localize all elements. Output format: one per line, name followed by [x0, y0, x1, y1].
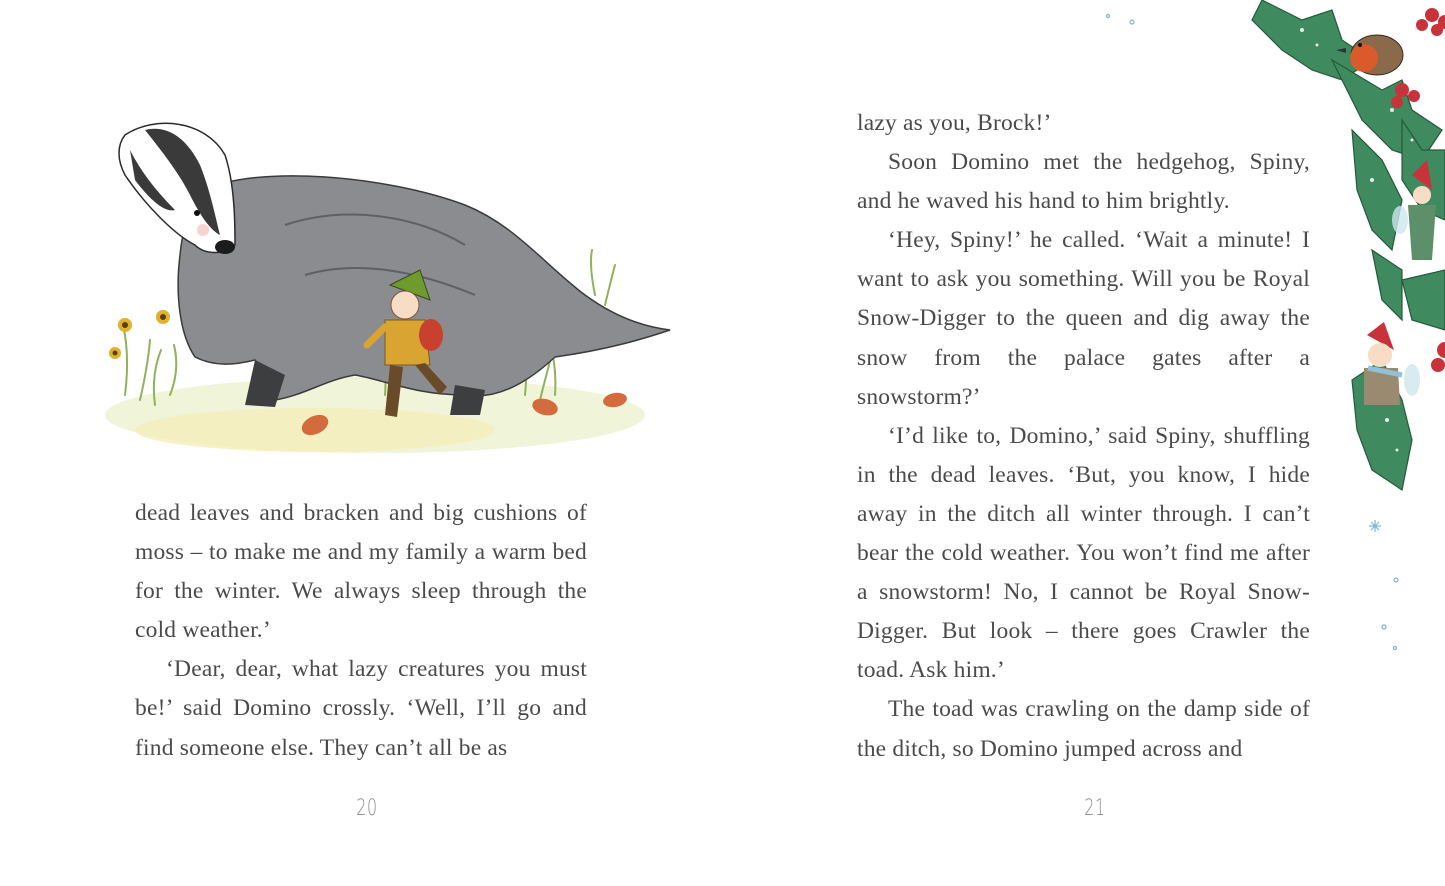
paragraph: ‘Dear, dear, what lazy creatures you must be!’ said Domino crossly. ‘Well, I’ll go and find someone else. They can’t all be as [135, 656, 587, 761]
page-number: 21 [1084, 796, 1106, 821]
paragraph: lazy as you, Brock!’ [857, 110, 1052, 136]
elf-green-coat [1392, 160, 1436, 260]
elf-blue-scarf [1364, 322, 1420, 405]
paragraph: dead leaves and bracken and big cushions of moss – to make me and my family a warm bed for the winter. We always sleep through the cold weather.’ [135, 500, 587, 644]
badger-and-elf-illustration [85, 95, 685, 465]
paragraph: Soon Domino met the hedgehog, Spiny, and he waved his hand to him brightly. [857, 149, 1310, 215]
paragraph: ‘I’d like to, Domino,’ said Spiny, shuffling in the dead leaves. ‘But, you know, I hide away in the ditch all winter through. I can’t bear the cold weather. You won’t find me after a snowstorm! No, I cannot be Royal Snow-Digger. But look – there goes Crawler the toad. Ask him.’ [857, 422, 1310, 684]
right-page-text [857, 104, 1310, 769]
paragraph: The toad was crawling on the damp side of the ditch, so Domino jumped across and [857, 696, 1310, 762]
right-page [722, 0, 1445, 886]
left-page-text [135, 494, 587, 768]
left-page [0, 0, 722, 886]
page-number: 20 [356, 796, 378, 821]
paragraph: ‘Hey, Spiny!’ he called. ‘Wait a minute! I want to ask you something. Will you be Royal Snow-Digger to the queen and dig away the snow from the palace gates after a snowstorm?’ [857, 227, 1310, 410]
